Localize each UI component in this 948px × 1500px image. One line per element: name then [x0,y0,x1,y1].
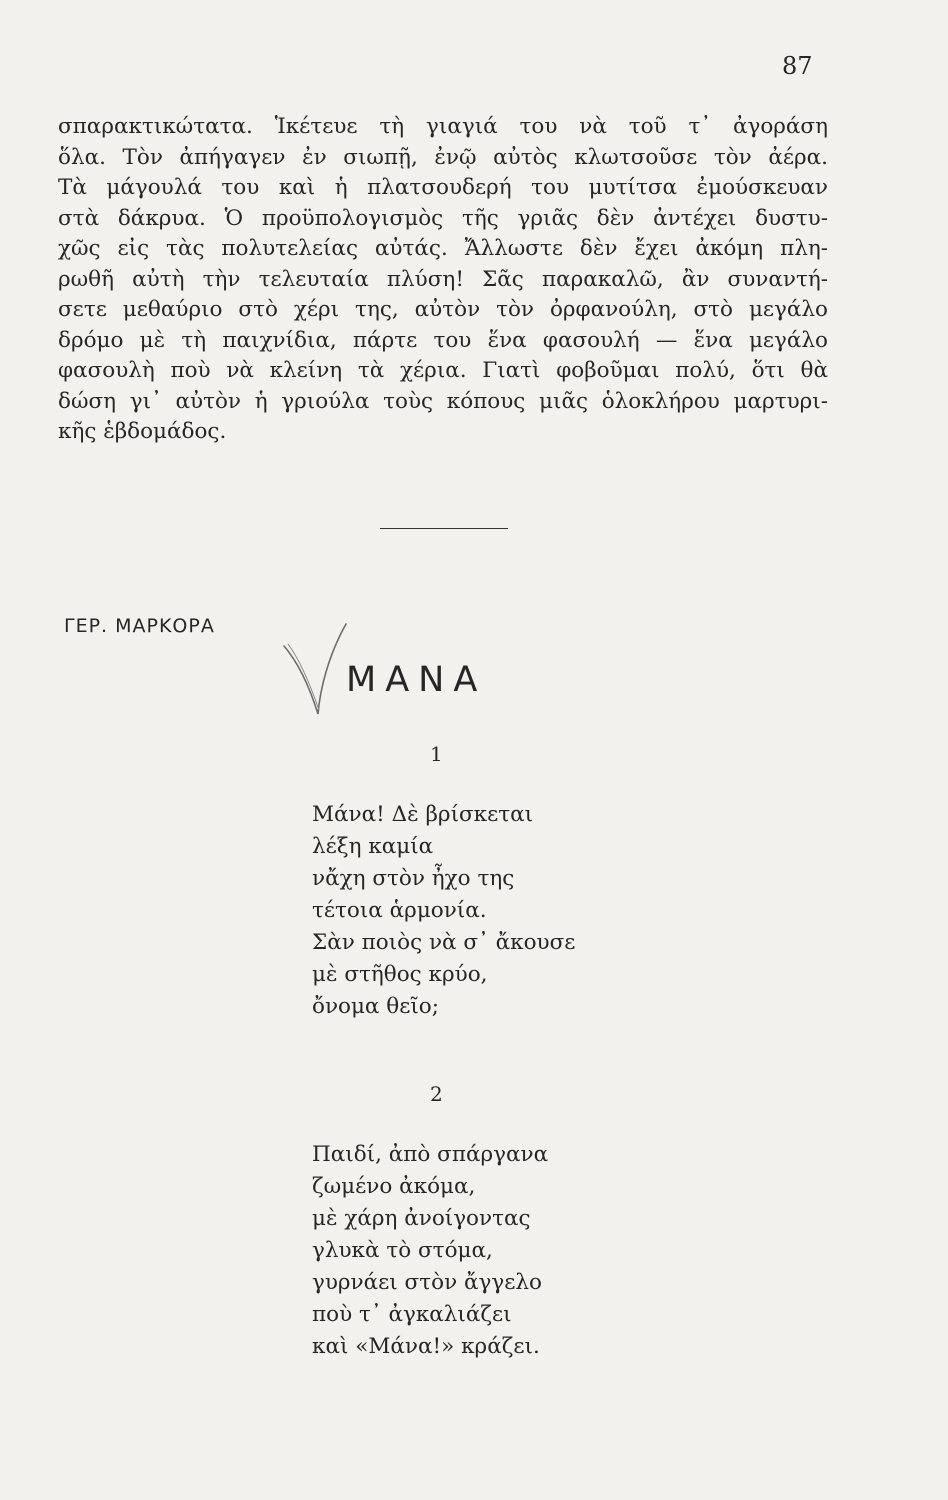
verse-line: καὶ «Μάνα!» κράζει. [312,1334,540,1359]
prose-line: Τὰ μάγουλά του καὶ ἡ πλατσουδερή του μυτίτσα ἐμούσκευαν [58,175,828,200]
stanza-number: 1 [430,742,443,766]
verse-line: Μάνα! Δὲ βρίσκεται [312,802,534,827]
prose-line: στὰ δάκρυα. Ὁ προϋπολογισμὸς τῆς γριᾶς δὲν ἀντέχει δυστυ- [58,205,828,231]
verse-line: μὲ χάρη ἀνοίγοντας [312,1206,531,1231]
prose-line: σετε μεθαύριο στὸ χέρι της, αὐτὸν τὸν ὀρφανούλη, στὸ μεγάλο [58,297,828,322]
prose-line: χῶς εἰς τὰς πολυτελείας αὐτάς. Ἄλλωστε δὲν ἔχει ἀκόμη πλη- [58,236,828,261]
stanza [312,799,575,1023]
verse-line: Σὰν ποιὸς νὰ σ᾽ ἄκουσε [312,930,576,955]
verse-line: γλυκὰ τὸ στόμα, [312,1238,493,1263]
prose-line: κῆς ἑβδομάδος. [58,419,227,444]
poem-title: ΜΑΝΑ [346,660,487,700]
prose-line: ὅλα. Τὸν ἀπήγαγεν ἐν σιωπῇ, ἐνῷ αὐτὸς κλωτσοῦσε τὸν ἀέρα. [58,144,828,170]
verse-line: ζωμένο ἀκόμα, [312,1174,476,1199]
verse-line: ποὺ τ᾽ ἀγκαλιάζει [312,1302,512,1327]
verse-line: νἄχη στὸν ἦχο της [312,866,515,891]
page-number: 87 [782,52,813,80]
verse-line: ὄνομα θεῖο; [312,994,439,1019]
poem-author: ΓΕΡ. ΜΑΡΚΟΡΑ [64,615,215,637]
prose-line: σπαρακτικώτατα. Ἱκέτευε τὴ γιαγιά του νὰ τοῦ τ᾽ ἀγοράση [58,114,828,139]
prose-line: ρωθῆ αὐτὴ τὴν τελευταία πλύση! Σᾶς παρακαλῶ, ἂν συναντή- [58,266,828,292]
verse-line: μὲ στῆθος κρύο, [312,962,488,987]
prose-line: δώση γι᾽ αὐτὸν ἡ γριούλα τοὺς κόπους μιᾶς ὁλοκλήρου μαρτυρι- [58,388,828,414]
verse-line: γυρνάει στὸν ἄγγελο [312,1270,542,1295]
handwritten-check-mark [282,620,352,720]
prose-line: φασουλὴ ποὺ νὰ κλείνη τὰ χέρια. Γιατὶ φοβοῦμαι πολύ, ὅτι θὰ [58,358,828,383]
verse-line: τέτοια ἁρμονία. [312,898,487,923]
verse-line: λέξη καμία [312,834,434,859]
prose-paragraph [58,112,828,448]
stanza [312,1139,548,1363]
stanza-number: 2 [430,1082,443,1106]
prose-line: δρόμο μὲ τὴ παιχνίδια, πάρτε του ἕνα φασουλή — ἕνα μεγάλο [58,327,828,353]
section-divider [380,528,508,529]
verse-line: Παιδί, ἀπὸ σπάργανα [312,1142,549,1167]
